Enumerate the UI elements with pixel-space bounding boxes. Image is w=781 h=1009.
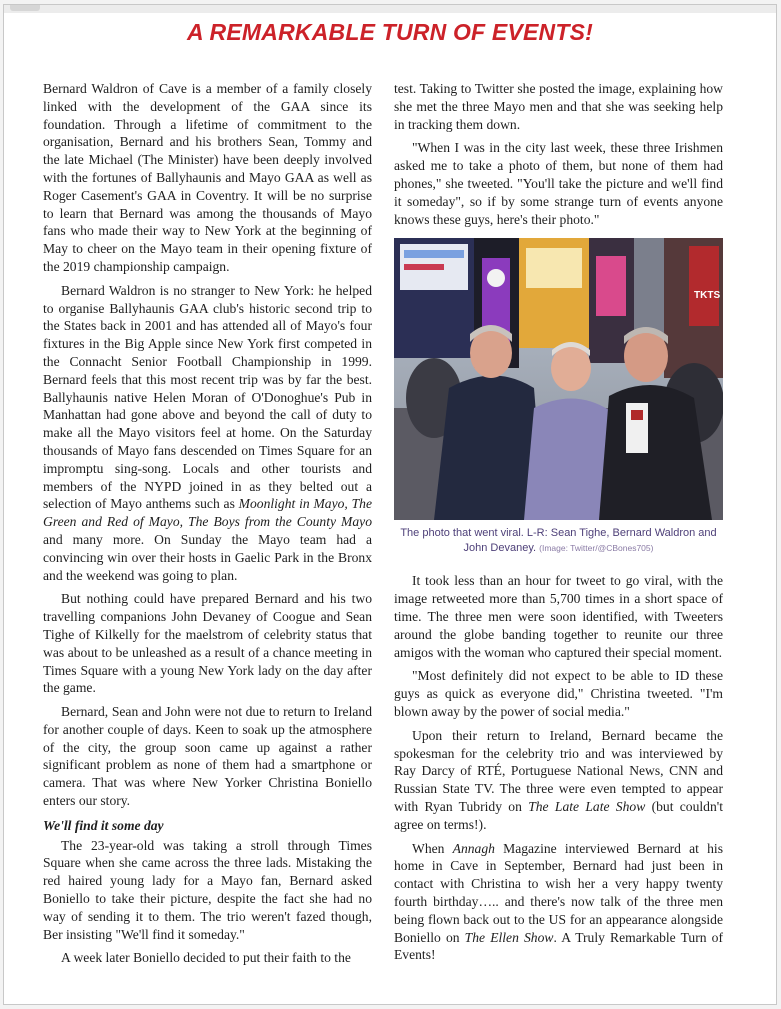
paragraph: Bernard, Sean and John were not due to return to Ireland for another couple of days. Keen to soak up the atmosphere of the city, the group soon came up against a rather significant problem as none of them had a smartphone or camera. That was where New Yorker Christina Boniello enters our story. xyxy=(43,704,372,809)
song-titles: Moonlight in Mayo, The Green and Red of Mayo, The Boys from the County Mayo xyxy=(43,496,372,530)
photo-caption xyxy=(394,526,723,556)
paragraph-text: Upon their return to Ireland, Bernard became the spokesman for the celebrity trio and was interviewed by Ray Darcy of RTÉ, Portuguese National News, CNN and Russian State TV. The three were even tempted to appear with Ryan Tubridy on xyxy=(394,727,723,814)
paragraph-text: . A Truly Remarkable Turn of Events! xyxy=(394,929,723,963)
paragraph: Bernard Waldron of Cave is a member of a family closely linked with the development of the GAA since its foundation. Through a lifetime of commitment to the organisation, Bernard and his brothers Sean, Tommy and the late Michael (The Minister) have been deeply involved with the fortunes of Ballyhaunis and Mayo GAA as well as Roger Casement's GAA in Coventry. It will be no surprise to learn that Bernard was among the thousands of Mayo fans who made their way to New York at the beginning of May to cheer on the Mayo team in their opening fixture of the 2019 championship campaign. xyxy=(43,81,372,274)
article-photo xyxy=(394,238,723,520)
paragraph xyxy=(43,282,372,585)
show-title: The Late Late Show xyxy=(528,798,646,814)
paragraph-text: Bernard Waldron is no stranger to New York: he helped to organise Ballyhaunis GAA club's historic second trip to the States back in 2001 and has attended all of Mayo's four fixtures in the Big Apple since New York first competed in the Connacht Senior Football Championship in 1999. Bernard feels that this most recent trip was by far the best. Ballyhaunis native Helen Moran of O'Donoghue's Pub in Manhattan had gone above and beyond the call of duty to make all the Mayo visitors feel at home. On the Saturday thousands of Mayo fans descended on Times Square for an impromptu sing-song. Locals and other tourists and members of the NYPD joined in as they belted out a selection of Mayo anthems such as xyxy=(43,282,372,512)
show-title: The Ellen Show xyxy=(464,929,554,945)
paragraph-text: (but couldn't agree on terms!). xyxy=(394,798,724,832)
right-column xyxy=(394,80,723,964)
article-title: A REMARKABLE TURN OF EVENTS! xyxy=(187,19,593,45)
paragraph: It took less than an hour for tweet to go viral, with the image retweeted more than 5,700 times in a short space of time. The three men were soon identified, with Tweeters around the globe banding together to reunite our three amigos with the woman who captured their special moment. xyxy=(394,573,723,660)
paragraph: test. Taking to Twitter she posted the image, explaining how she met the three Mayo men and that she was seeking help in tracking them down. xyxy=(394,81,723,132)
paragraph: The 23-year-old was taking a stroll through Times Square when she came across the three lads. Mistaking the red haired young lady for a Mayo fan, Bernard asked Boniello to take their picture, despite the fact she had no way of sending it to them. The trio weren't fazed though, Ber insisting "We'll find it someday." xyxy=(43,837,372,942)
caption-text: The photo that went viral. L-R: Sean Tighe, Bernard Waldron and John Devaney. xyxy=(400,527,717,555)
paragraph xyxy=(394,840,723,965)
paragraph-text: When xyxy=(412,840,453,856)
paragraph: A week later Boniello decided to put their faith to the xyxy=(61,950,351,966)
paragraph xyxy=(394,727,723,834)
tkts-sign: TKTS xyxy=(694,290,721,302)
paragraph: "Most definitely did not expect to be able to ID these guys as quick as everyone did," Christina tweeted. "I'm blown away by the power of social media." xyxy=(394,668,723,719)
times-square-photo xyxy=(394,238,723,520)
paragraph-text: and many more. On Sunday the Mayo team had a convincing win over their hosts in Gaelic Park in the Bronx and the weekend was going to plan. xyxy=(43,531,372,583)
paragraph: "When I was in the city last week, these three Irishmen asked me to take a photo of them, but none of them had phones," she tweeted. "You'll take the picture and we'll find it someday", so if by some strange turn of events anyone knows these guys, here's their photo." xyxy=(394,140,723,227)
left-column xyxy=(43,80,372,967)
paragraph: But nothing could have prepared Bernard and his two travelling companions John Devaney of Coogue and Sean Tighe of Kilkelly for the maelstrom of celebrity status that was about to be unleashed as a result of a chance meeting in Times Square with a young New York lady on the day after the game. xyxy=(43,591,372,696)
viewer-tab[interactable] xyxy=(10,5,40,11)
subheading: We'll find it some day xyxy=(43,817,164,833)
viewer-top-bar xyxy=(4,5,776,13)
magazine-title: Annagh xyxy=(452,840,495,856)
caption-credit: (Image: Twitter/@CBones705) xyxy=(539,543,654,554)
magazine-page xyxy=(3,4,777,1005)
paragraph-text: Magazine interviewed Bernard at his home in Cave in September, Bernard had just been in contact with Christina to wish her a very happy twenty fourth birthday….. and there's now talk of the three men being flown back out to the US for an appearance alongside Boniello on xyxy=(394,840,723,945)
